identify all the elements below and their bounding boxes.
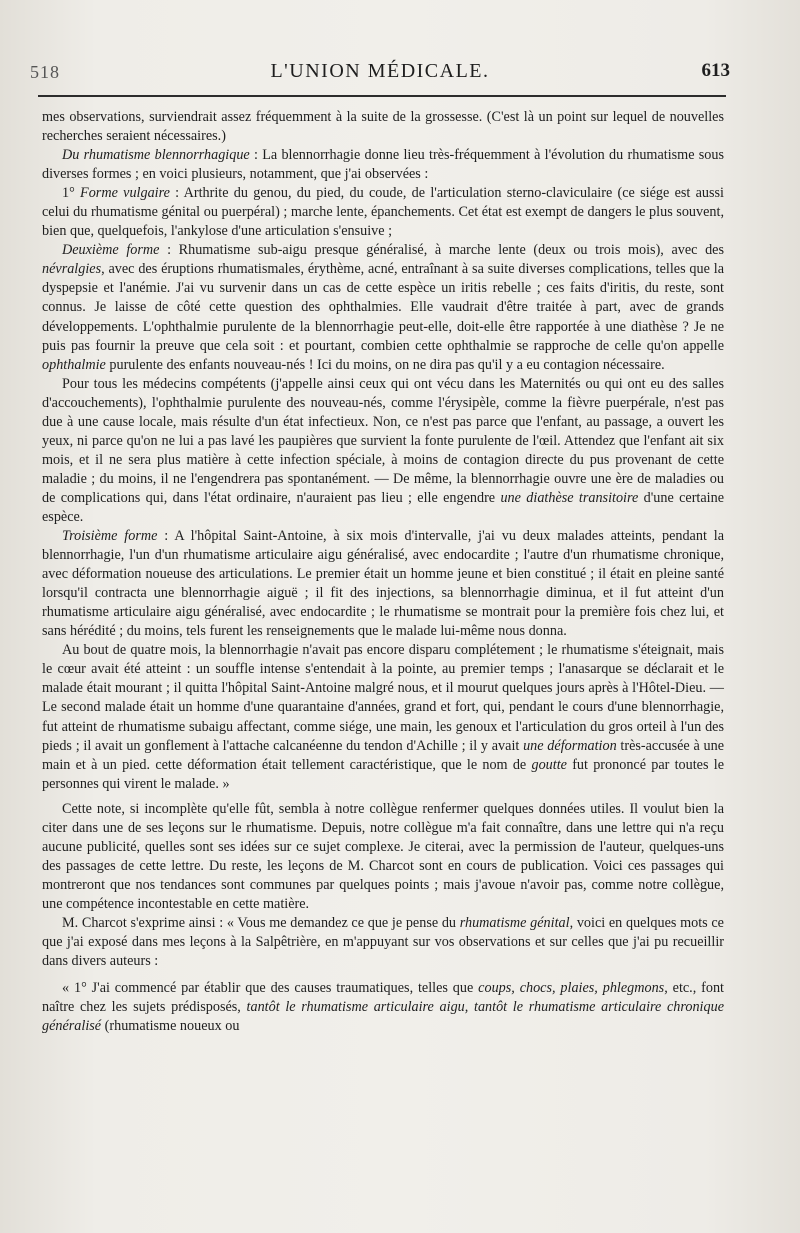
text-run: : A l'hôpital Saint-Antoine, à six mois d'intervalle, j'ai vu deux malades atteints, pendant la blennorrhagie, l'un d'un rhumatisme articulaire aigu généralisé, avec endocardite ; l'autre d'un rhumatisme chronique, avec déformation noueuse des articulations. Le premier était un homme jeune et bien constitué ; il était en pleine santé lorsqu'il contracta une blennorrhagie aiguë ; il fit des injections, sa blennorrhagie diminua, et il fut atteint d'un rhumatisme articulaire aigu généralisé, avec endocardite ; le rhumatisme se montrait pour la première fois chez lui, et sans hérédité ; du moins, tels furent les renseignements que le malade lui-même nous donna. xyxy=(42,528,724,640)
paragraph xyxy=(42,800,724,914)
text-run: Cette note, si incomplète qu'elle fût, sembla à notre collègue renfermer quelques données utiles. Il voulut bien la citer dans une de ses leçons sur le rhumatisme. Depuis, notre collègue m'a fait connaître, dans une lettre qui n'a reçu aucune publicité, quelles sont ses idées sur ce sujet complexe. Je citerai, avec la permission de l'auteur, quelques-uns des passages de cette lettre. Du reste, les leçons de M. Charcot sont en cours de publication. Voici ces passages qui montreront que nos tendances sont communes par quelques points ; mais j'avoue n'avoir pas, comme notre collègue, une compétence incontestable en cette matière. xyxy=(42,800,724,912)
italic-text: une déformation xyxy=(523,737,617,754)
text-run: Au bout de quatre mois, la blennorrhagie n'avait pas encore disparu complétement ; le rhumatisme s'éteignait, mais le cœur avait été atteint : un souffle intense s'entendait à la pointe, au premier temps ; l'anasarque se déclarait et le malade était mourant ; il quitta l'hôpital Saint-Antoine malgré nous, et il mourut quelques jours après à l'Hôtel-Dieu. — Le second malade était un homme d'une quarantaine d'années, grand et fort, qui, pendant le cours d'une blennorrhagie, fut atteint de rhumatisme subaigu affectant, comme siége, une main, les genoux et l'articulation du gros orteil à l'un des pieds ; il avait un gonflement à l'attache calcanéenne du tendon d'Achille ; il y avait xyxy=(42,642,724,754)
header-rule xyxy=(38,95,726,97)
paragraph xyxy=(42,914,724,971)
paragraph xyxy=(42,375,724,527)
italic-text: une diathèse transitoire xyxy=(500,489,639,506)
text-run: mes observations, surviendrait assez fréquemment à la suite de la grossesse. (C'est là un point sur lequel de nouvelles recherches seraient nécessaires.) xyxy=(42,109,724,145)
page-number: 613 xyxy=(701,60,730,81)
text-run: purulente des enfants nouveau-nés ! Ici du moins, on ne dira pas qu'il y a eu contagion nécessaire. xyxy=(105,356,665,373)
text-run: , etc., font naître chez les sujets prédisposés, xyxy=(42,980,725,1016)
paragraph xyxy=(42,527,724,641)
text-run: d'une certaine espèce. xyxy=(42,489,725,525)
paragraph xyxy=(42,241,724,374)
header-left-mark: 518 xyxy=(30,62,60,82)
italic-text: coups, chocs, plaies, phlegmons xyxy=(478,980,665,997)
text-run: , avec des éruptions rhumatismales, érythème, acné, entraînant à sa suite diverses complications, telles que la dyspepsie et l'anémie. J'ai vu survenir dans un cas de cette espèce un iritis rebelle ; ces faits d'iritis, du reste, sont connus. Je laisse de côté cette question des ophthalmies. Elle vaudrait d'être traitée à part, avec de grands développements. L'ophthalmie purulente de la blennorrhagie peut-elle, doit-elle être rapportée à une diathèse ? Je ne puis pas fournir la preuve que cela soit : et pourtant, combien cette ophthalmie se rapproche de celle qu'on appelle xyxy=(42,261,724,354)
page-header xyxy=(30,58,730,88)
paragraph xyxy=(42,184,724,241)
text-run: : Arthrite du genou, du pied, du coude, de l'articulation sterno-claviculaire (ce siége est aussi celui du rhumatisme génital ou puerpéral) ; marche lente, épanchements. Cet état est exempt de dangers le plus souvent, bien que, quelquefois, l'ankylose d'une articulation s'ensuive ; xyxy=(42,185,724,240)
running-title: L'UNION MÉDICALE. xyxy=(270,60,490,82)
italic-text: tantôt le rhumatisme articulaire aigu, tantôt le rhumatisme articulaire chronique généralisé xyxy=(42,999,724,1035)
paragraph xyxy=(42,146,724,184)
article-body xyxy=(42,108,724,1036)
italic-text: ophthalmie xyxy=(42,356,106,373)
italic-text: goutte xyxy=(531,756,567,773)
paragraph xyxy=(42,979,724,1036)
paragraph xyxy=(42,108,724,146)
italic-text: Troisième forme xyxy=(62,528,158,545)
text-run: , voici en quelques mots ce que j'ai exposé dans mes leçons à la Salpêtrière, en m'appuyant sur vos observations et sur celles que j'ai pu recueillir dans divers auteurs : xyxy=(42,914,724,970)
text-run: M. Charcot s'exprime ainsi : « Vous me demandez ce que je pense du xyxy=(62,914,460,931)
italic-text: rhumatisme génital xyxy=(459,914,570,931)
paragraph xyxy=(42,641,724,793)
italic-text: névralgies xyxy=(42,261,102,278)
italic-text: Deuxième forme xyxy=(62,242,160,259)
italic-text: Forme vulgaire xyxy=(80,185,170,202)
text-run: : La blennorrhagie donne lieu très-fréquemment à l'évolution du rhumatisme sous diverses formes ; en voici plusieurs, notamment, que j'ai observées : xyxy=(42,147,724,183)
text-run: : Rhumatisme sub-aigu presque généralisé, à marche lente (deux ou trois mois), avec des xyxy=(159,242,724,259)
text-run: 1° xyxy=(62,185,81,202)
text-run: fut prononcé par toutes le personnes qui virent le malade. » xyxy=(42,756,724,792)
text-run: « 1° J'ai commencé par établir que des causes traumatiques, telles que xyxy=(62,980,479,997)
text-run: Pour tous les médecins compétents (j'appelle ainsi ceux qui ont vécu dans les Maternités ou qui ont eu des salles d'accouchements), l'ophthalmie purulente des nouveau-nés, comme l'érysipèle, comme la fièvre puerpérale, n'est pas due à une cause locale, mais résulte d'un état infectieux. Non, ce n'est pas parce que l'enfant, au passage, a ouvert les yeux, ni parce qu'on ne lui a pas lavé les paupières que survient la fonte purulente de l'œil. Attendez que l'enfant ait six mois, et il ne sera plus matière à cette infection spéciale, à moins de contagion directe du pus provenant de cette maladie ; du moins, il ne l'engendrera pas spontanément. — De même, la blennorrhagie ouvre une ère de maladies ou de complications qui, dans l'état ordinaire, n'auraient pas lieu ; elle engendre xyxy=(42,375,724,506)
italic-text: Du rhumatisme blennorrhagique xyxy=(62,147,250,164)
text-run: (rhumatisme noueux ou xyxy=(101,1018,240,1035)
text-run: très-accusée à une main et à un pied. cette déformation était tellement caractéristique, que le nom de xyxy=(42,737,725,773)
